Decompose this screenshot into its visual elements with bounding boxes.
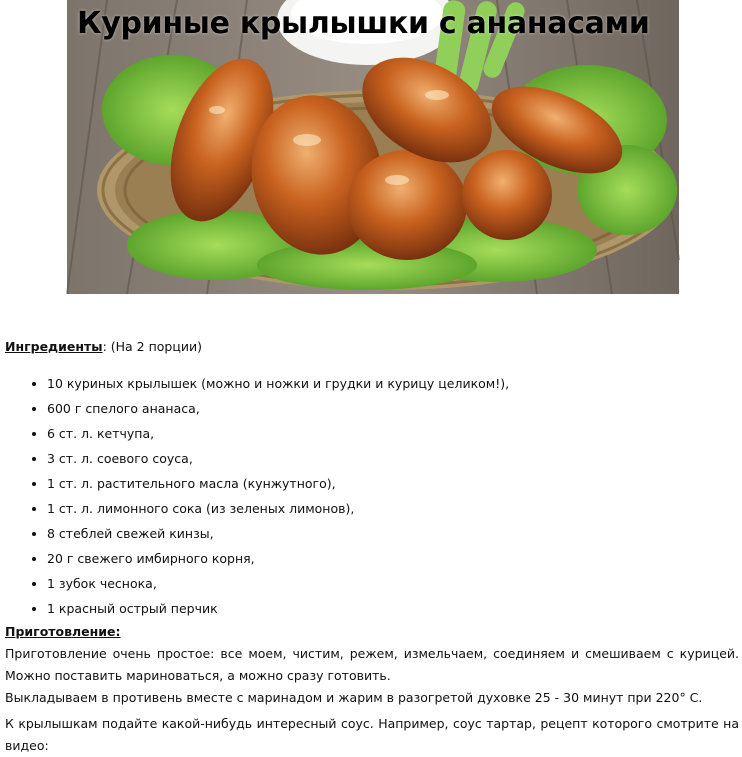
servings-text: : (На 2 порции) [102,339,202,354]
list-item: • 8 стеблей свежей кинзы, [47,521,739,546]
list-item: • 1 ст. л. лимонного сока (из зеленых лимонов), [47,496,739,521]
preparation-paragraph-1: Приготовление очень простое: все моем, чистим, режем, измельчаем, соединяем и смешиваем с курицей. Можно поставить мариноваться, а можно сразу готовить. [5,646,739,683]
list-item: • 20 г свежего имбирного корня, [47,546,739,571]
preparation-label: Приготовление: [5,624,121,639]
ingredients-header [5,334,739,359]
preparation-header [5,621,739,643]
list-item: • 600 г спелого ананаса, [47,396,739,421]
chicken-wings-photo-icon [67,0,679,294]
ingredients-label: Ингредиенты [5,339,103,354]
list-item: • 1 красный острый перчик [47,596,739,621]
recipe-content [5,334,739,757]
recipe-title: Куриные крылышки с ананасами [77,6,650,41]
preparation-paragraph-2: Выкладываем в противень вместе с маринадом и жарим в разогретой духовке 25 - 30 минут при 220° С. [5,690,703,705]
list-item: • 6 ст. л. кетчупа, [47,421,739,446]
hero-image [67,0,679,294]
list-item: • 10 куриных крылышек (можно и ножки и грудки и курицу целиком!), [47,371,739,396]
list-item: • 1 зубок чеснока, [47,571,739,596]
list-item: • 3 ст. л. соевого соуса, [47,446,739,471]
preparation-paragraph-3: К крылышкам подайте какой-нибудь интересный соус. Например, соус тартар, рецепт которого смотрите на видео: [5,716,739,753]
ingredients-list [5,371,739,621]
list-item: • 1 ст. л. растительного масла (кунжутного), [47,471,739,496]
